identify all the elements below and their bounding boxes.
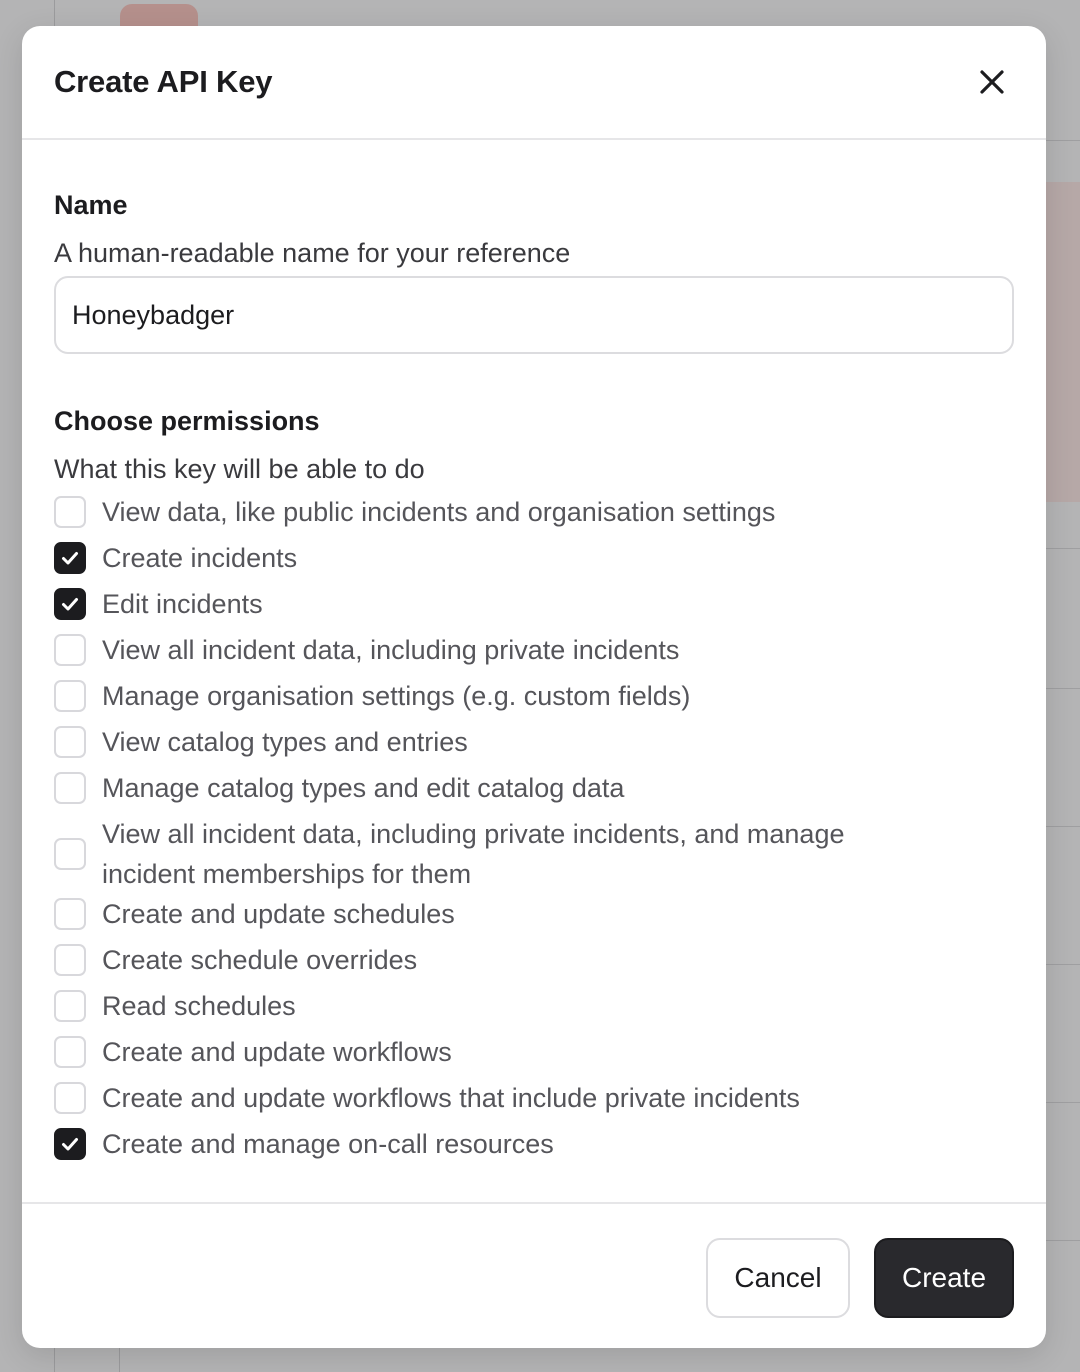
permission-checkbox[interactable] xyxy=(54,726,86,758)
permission-checkbox[interactable] xyxy=(54,634,86,666)
permission-checkbox[interactable] xyxy=(54,588,86,620)
name-input[interactable] xyxy=(54,276,1014,354)
permissions-label: Choose permissions xyxy=(54,406,320,436)
permission-checkbox[interactable] xyxy=(54,1036,86,1068)
permission-item[interactable] xyxy=(54,722,468,762)
name-label: Name xyxy=(54,190,128,220)
permission-label: View all incident data, including private incidents, and manage incident memberships for them xyxy=(102,819,845,889)
permission-label: Read schedules xyxy=(102,991,296,1021)
permission-item[interactable] xyxy=(54,630,679,670)
permission-item[interactable] xyxy=(54,584,263,624)
permission-item[interactable] xyxy=(54,814,942,894)
background-divider xyxy=(1046,1240,1080,1241)
permission-checkbox[interactable] xyxy=(54,898,86,930)
permission-label: View data, like public incidents and organisation settings xyxy=(102,497,776,527)
close-icon xyxy=(974,64,1010,100)
background-divider xyxy=(1046,964,1080,965)
permission-checkbox[interactable] xyxy=(54,680,86,712)
permission-label: Create incidents xyxy=(102,543,298,573)
permission-checkbox[interactable] xyxy=(54,1082,86,1114)
modal-title: Create API Key xyxy=(54,64,273,99)
modal-header xyxy=(22,26,1046,140)
permission-item[interactable] xyxy=(54,676,690,716)
checkmark-icon xyxy=(59,547,81,569)
permission-checkbox[interactable] xyxy=(54,496,86,528)
permission-item[interactable] xyxy=(54,1124,554,1164)
permission-item[interactable] xyxy=(54,940,417,980)
permission-label: Edit incidents xyxy=(102,589,263,619)
permission-item[interactable] xyxy=(54,894,455,934)
permission-label: View catalog types and entries xyxy=(102,727,468,757)
permission-checkbox[interactable] xyxy=(54,990,86,1022)
permission-label: Create and update workflows that include private incidents xyxy=(102,1083,800,1113)
background-divider xyxy=(1046,548,1080,549)
permission-item[interactable] xyxy=(54,1078,800,1118)
close-button[interactable] xyxy=(974,64,1010,100)
create-button[interactable]: Create xyxy=(874,1238,1014,1318)
permission-checkbox[interactable] xyxy=(54,772,86,804)
permissions-help-text: What this key will be able to do xyxy=(54,454,425,484)
background-panel xyxy=(1046,182,1080,502)
background-divider xyxy=(1046,688,1080,689)
permission-label: Create and manage on-call resources xyxy=(102,1129,554,1159)
permission-label: Create schedule overrides xyxy=(102,945,418,975)
checkmark-icon xyxy=(59,1133,81,1155)
background-divider xyxy=(1046,140,1080,141)
permission-item[interactable] xyxy=(54,1032,452,1072)
background-divider xyxy=(1046,1102,1080,1103)
permission-label: Manage organisation settings (e.g. custom fields) xyxy=(102,681,691,711)
permission-label: View all incident data, including private incidents xyxy=(102,635,680,665)
permission-item[interactable] xyxy=(54,986,296,1026)
permission-item[interactable] xyxy=(54,492,775,532)
permission-checkbox[interactable] xyxy=(54,542,86,574)
permission-label: Create and update schedules xyxy=(102,899,455,929)
permission-checkbox[interactable] xyxy=(54,838,86,870)
background-divider xyxy=(1046,826,1080,827)
modal-footer xyxy=(22,1202,1046,1348)
permission-checkbox[interactable] xyxy=(54,1128,86,1160)
name-help-text: A human-readable name for your reference xyxy=(54,238,571,268)
cancel-button[interactable]: Cancel xyxy=(706,1238,850,1318)
permission-item[interactable] xyxy=(54,768,624,808)
permission-label: Manage catalog types and edit catalog data xyxy=(102,773,625,803)
create-api-key-modal xyxy=(22,26,1046,1348)
permission-label: Create and update workflows xyxy=(102,1037,452,1067)
permission-item[interactable] xyxy=(54,538,297,578)
permission-checkbox[interactable] xyxy=(54,944,86,976)
checkmark-icon xyxy=(59,593,81,615)
